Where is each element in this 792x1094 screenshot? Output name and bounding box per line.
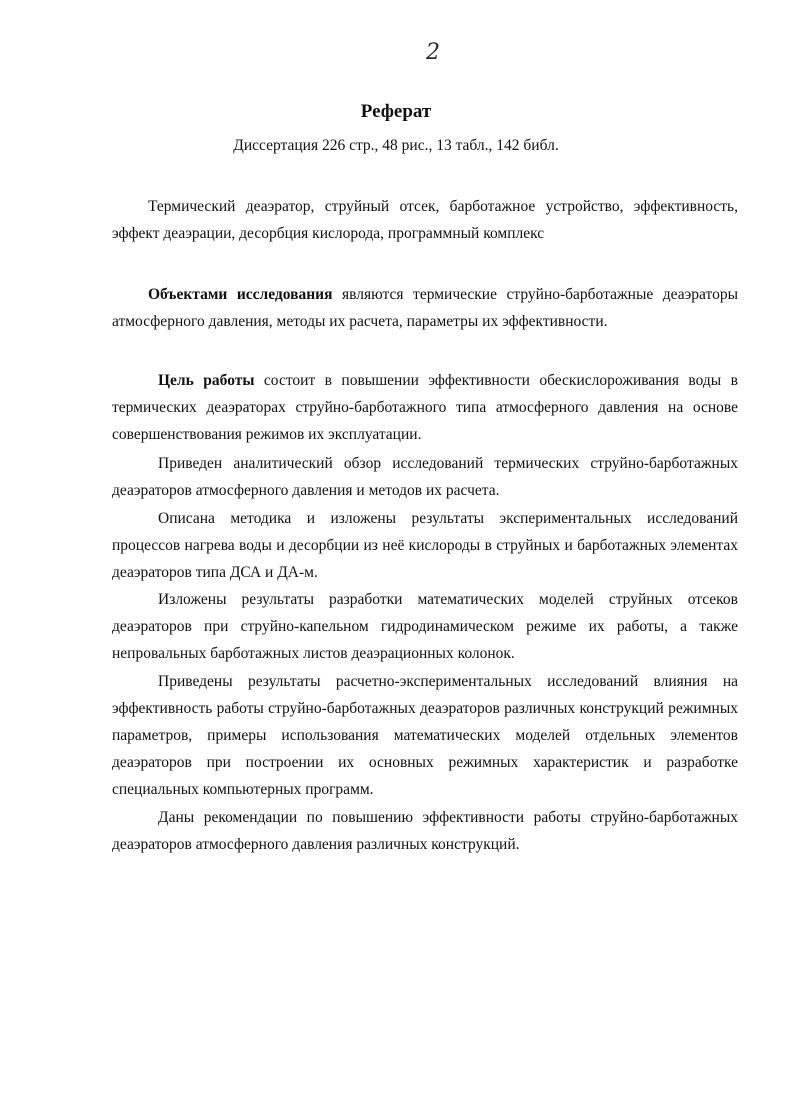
methodology-paragraph: Описана методика и изложены результаты экспериментальных исследований процессов нагрева воды и десорбции из неё кислороды в струйных и барботажных элементах деаэраторов типа ДСА и ДА-м. [112, 510, 738, 581]
review-paragraph: Приведен аналитический обзор исследований термических струйно-барботажных деаэраторов атмосферного давления и методов их расчета. [112, 455, 738, 499]
keywords-paragraph: Термический деаэратор, струйный отсек, барботажное устройство, эффективность, эффект деаэрации, десорбция кислорода, программный комплекс [112, 198, 738, 242]
models-paragraph: Изложены результаты разработки математических моделей струйных отсеков деаэраторов при струйно-капельном гидродинамическом режиме их работы, а также непровальных барботажных листов деаэрационных колонок. [112, 591, 738, 662]
research-objects-text: являются термические струйно-барботажные деаэраторы атмосферного давления, методы их расчета, параметры их эффективности. [112, 286, 738, 330]
recommendations-paragraph: Даны рекомендации по повышению эффективности работы струйно-барботажных деаэраторов атмосферного давления различных конструкций. [112, 809, 738, 853]
results-paragraph: Приведены результаты расчетно-экспериментальных исследований влияния на эффективность работы струйно-барботажных деаэраторов различных конструкций режимных параметров, примеры использования математических моделей отдельных элементов деаэраторов при построении их основных режимных характеристик и разработке специальных компьютерных программ. [112, 673, 738, 798]
page-number: 2 [426, 40, 440, 65]
work-goal-heading: Цель работы [158, 372, 255, 389]
page-title: Реферат [360, 101, 432, 122]
work-goal-paragraph [112, 367, 738, 448]
research-objects-paragraph [112, 281, 738, 335]
work-goal-text: состоит в повышении эффективности обескислороживания воды в термических деаэраторах струйно-барботажного типа атмосферного давления на основе совершенствования режимов их эксплуатации. [112, 372, 738, 443]
dissertation-summary: Диссертация 226 стр., 48 рис., 13 табл., 142 библ. [233, 137, 559, 154]
research-objects-heading: Объектами исследования [148, 286, 333, 303]
